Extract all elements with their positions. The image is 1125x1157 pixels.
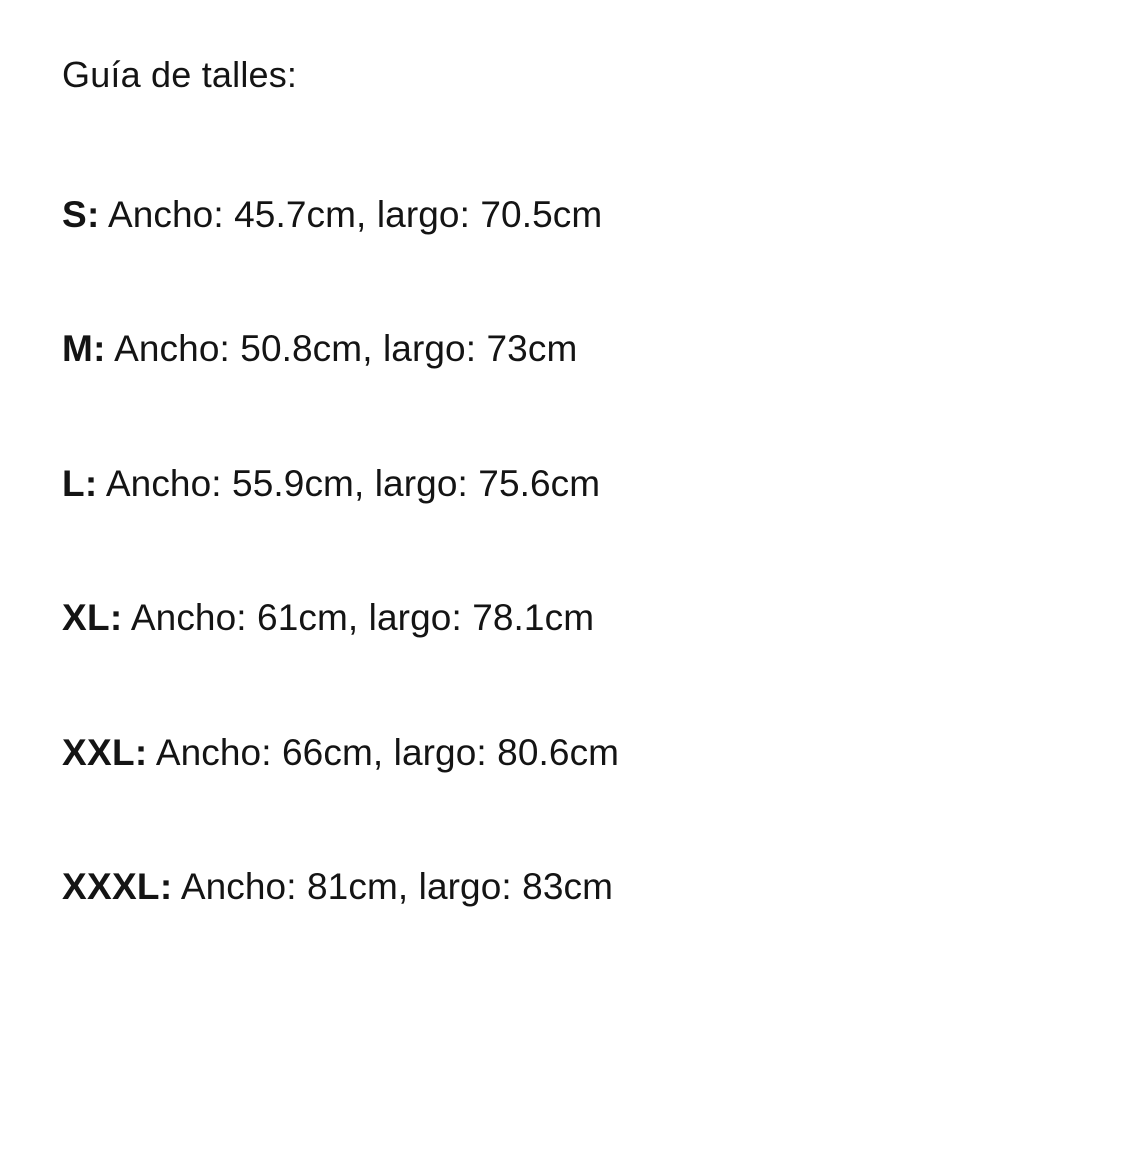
size-list: [62, 193, 1065, 909]
list-item: [62, 193, 1065, 237]
size-label-xl: XL:: [62, 597, 123, 639]
size-measurements-l: Ancho: 55.9cm, largo: 75.6cm: [105, 462, 601, 504]
size-label-m: M:: [62, 328, 106, 370]
list-item: [62, 596, 1065, 640]
size-label-s: S:: [62, 194, 100, 235]
list-item: [62, 865, 1065, 909]
size-label-xxxl: XXXL:: [62, 865, 173, 907]
size-label-xxl: XXL:: [62, 731, 148, 773]
size-measurements-s: Ancho: 45.7cm, largo: 70.5cm: [107, 194, 603, 235]
size-guide-title: Guía de talles:: [62, 54, 298, 95]
size-label-l: L:: [62, 462, 98, 504]
list-item: [62, 731, 1065, 775]
list-item: [62, 462, 1065, 506]
size-measurements-xl: Ancho: 61cm, largo: 78.1cm: [130, 597, 595, 639]
size-measurements-xxl: Ancho: 66cm, largo: 80.6cm: [155, 731, 620, 773]
list-item: [62, 327, 1065, 371]
size-measurements-xxxl: Ancho: 81cm, largo: 83cm: [180, 865, 614, 907]
size-measurements-m: Ancho: 50.8cm, largo: 73cm: [114, 328, 578, 370]
